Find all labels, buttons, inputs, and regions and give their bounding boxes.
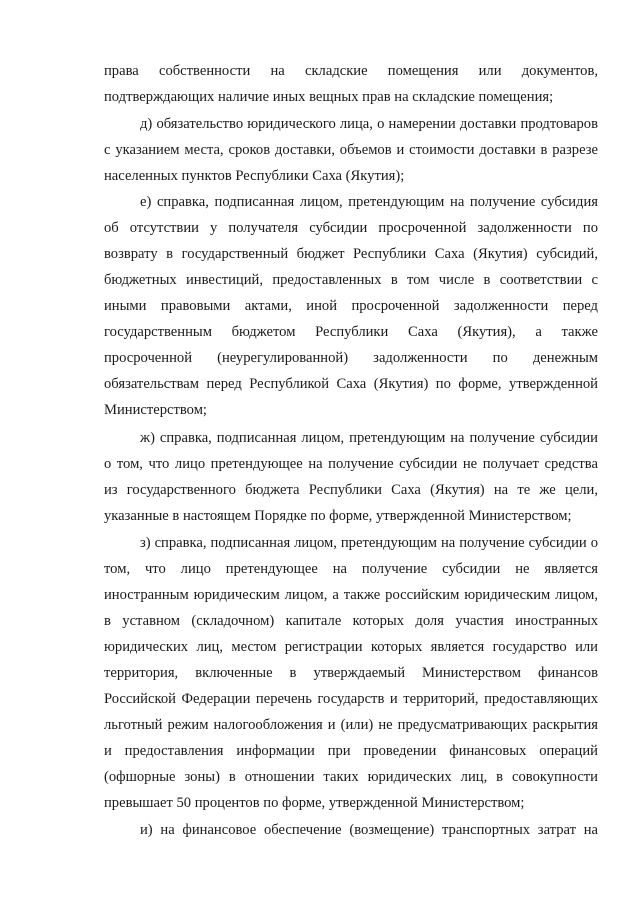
text-line: о том, что лицо претендующее на получение субсидии не получает средства [104,456,598,472]
text-line: иностранным юридическим лицом, а также российским юридическим лицом, [104,587,598,603]
text-line: д) обязательство юридического лица, о намерении доставки продтоваров [140,116,598,132]
text-line: Министерством; [104,402,207,418]
text-line: в уставном (складочном) капитале которых доля участия иностранных [104,613,598,629]
text-line: том, что лицо претендующее на получение субсидии не является [104,561,598,577]
text-line: Российской Федерации перечень государств и территорий, предоставляющих [104,691,598,707]
text-line: из государственного бюджета Республики Саха (Якутия) на те же цели, [104,482,598,498]
text-line: просроченной (неурегулированной) задолженности по денежным [104,350,598,366]
text-line: (офшорные зоны) в отношении таких юридических лиц, в совокупности [104,769,598,785]
text-line: об отсутствии у получателя субсидии просроченной задолженности по [104,220,598,236]
text-line: государственным бюджетом Республики Саха (Якутия), а также [104,324,598,340]
text-line: подтверждающих наличие иных вещных прав на складские помещения; [104,89,554,105]
text-line: бюджетных инвестиций, предоставленных в том числе в соответствии с [104,272,598,288]
text-line: населенных пунктов Республики Саха (Якутия); [104,168,405,184]
text-line: иными правовыми актами, иной просроченной задолженности перед [104,298,598,314]
text-line: обязательствам перед Республикой Саха (Якутия) по форме, утвержденной [104,376,598,392]
text-line: и) на финансовое обеспечение (возмещение) транспортных затрат на [140,822,598,838]
text-line: превышает 50 процентов по форме, утвержденной Министерством; [104,795,525,811]
text-line: возврату в государственный бюджет Республики Саха (Якутия) субсидий, [104,246,598,262]
text-line: права собственности на складские помещения или документов, [104,63,598,79]
text-line: указанные в настоящем Порядке по форме, утвержденной Министерством; [104,508,572,524]
text-line: льготный режим налогообложения и (или) не предусматривающих раскрытия [104,717,598,733]
text-line: с указанием места, сроков доставки, объемов и стоимости доставки в разрезе [104,142,598,158]
text-line: юридических лиц, местом регистрации которых является государство или [104,639,598,655]
text-line: и предоставления информации при проведении финансовых операций [104,743,598,759]
text-line: е) справка, подписанная лицом, претендующим на получение субсидия [140,194,598,210]
text-line: з) справка, подписанная лицом, претендующим на получение субсидии о [140,535,598,551]
text-line: ж) справка, подписанная лицом, претендующим на получение субсидии [140,430,598,446]
text-line: территория, включенные в утверждаемый Министерством финансов [104,665,598,681]
